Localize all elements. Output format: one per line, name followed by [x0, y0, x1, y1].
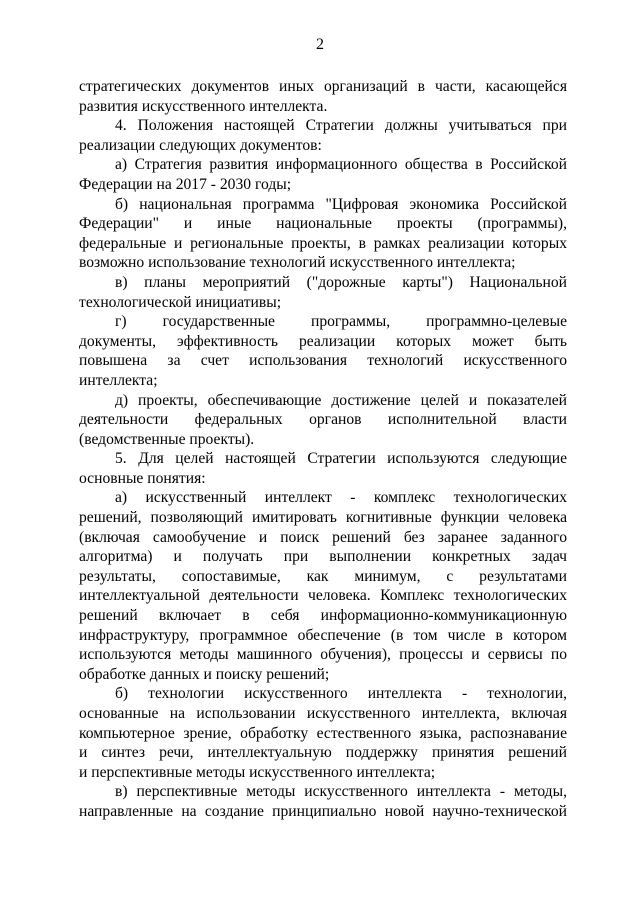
text-line: реализации следующих документов:: [79, 136, 322, 154]
text-line: используются методы машинного обучения), процессы и сервисы по: [79, 646, 567, 664]
text-line: решений включает в себя информационно-коммуникационную: [79, 607, 567, 625]
text-line: стратегических документов иных организаций в части, касающейся: [79, 78, 567, 95]
text-line: обработке данных и поиску решений;: [79, 665, 330, 683]
page-number: 2: [316, 36, 324, 53]
text-line: технологической инициативы;: [79, 293, 282, 311]
text-line: в) планы мероприятий ("дорожные карты") Национальной: [115, 273, 567, 291]
text-line: а) искусственный интеллект - комплекс технологических: [115, 489, 567, 507]
text-line: и синтез речи, интеллектуальную поддержку принятия решений: [79, 744, 567, 762]
text-line: а) Стратегия развития информационного общества в Российской: [115, 156, 567, 174]
text-line: 5. Для целей настоящей Стратегии используются следующие: [115, 450, 567, 468]
text-line: основные понятия:: [79, 469, 206, 487]
text-line: б) технологии искусственного интеллекта - технологии,: [115, 685, 567, 703]
text-line: результаты, сопоставимые, как минимум, с результатами: [79, 567, 567, 585]
text-line: интеллекта;: [79, 371, 158, 389]
text-line: (включая самообучение и поиск решений без заранее заданного: [79, 528, 567, 546]
text-line: федеральные и региональные проекты, в рамках реализации которых: [79, 234, 567, 252]
text-line: в) перспективные методы искусственного интеллекта - методы,: [115, 783, 567, 801]
text-line: г) государственные программы, программно-целевые: [115, 313, 567, 331]
text-line: (ведомственные проекты).: [79, 430, 255, 448]
text-line: документы, эффективность реализации которых может быть: [79, 332, 567, 350]
text-line: деятельности федеральных органов исполнительной власти: [79, 411, 567, 429]
text-line: инфраструктуру, программное обеспечение (в том числе в котором: [79, 626, 567, 644]
text-line: компьютерное зрение, обработку естественного языка, распознавание: [79, 724, 567, 742]
text-line: д) проекты, обеспечивающие достижение целей и показателей: [115, 391, 567, 409]
text-line: б) национальная программа "Цифровая экономика Российской: [115, 195, 567, 213]
text-line: Федерации на 2017 - 2030 годы;: [79, 175, 292, 193]
text-line: повышена за счет использования технологий искусственного: [79, 352, 567, 370]
text-line: интеллектуальной деятельности человека. Комплекс технологических: [79, 587, 567, 605]
text-line: развития искусственного интеллекта.: [79, 97, 328, 115]
text-line: и перспективные методы искусственного интеллекта;: [79, 763, 436, 781]
text-line: основанные на использовании искусственного интеллекта, включая: [79, 705, 567, 722]
text-line: Федерации" и иные национальные проекты (программы),: [79, 215, 567, 233]
document-body: [79, 77, 567, 822]
text-line: направленные на создание принципиально новой научно-технической: [79, 802, 567, 820]
text-line: возможно использование технологий искусственного интеллекта;: [79, 254, 516, 272]
text-line: алгоритма) и получать при выполнении конкретных задач: [79, 548, 567, 566]
text-line: 4. Положения настоящей Стратегии должны учитываться при: [115, 117, 567, 135]
text-line: решений, позволяющий имитировать когнитивные функции человека: [79, 509, 567, 527]
